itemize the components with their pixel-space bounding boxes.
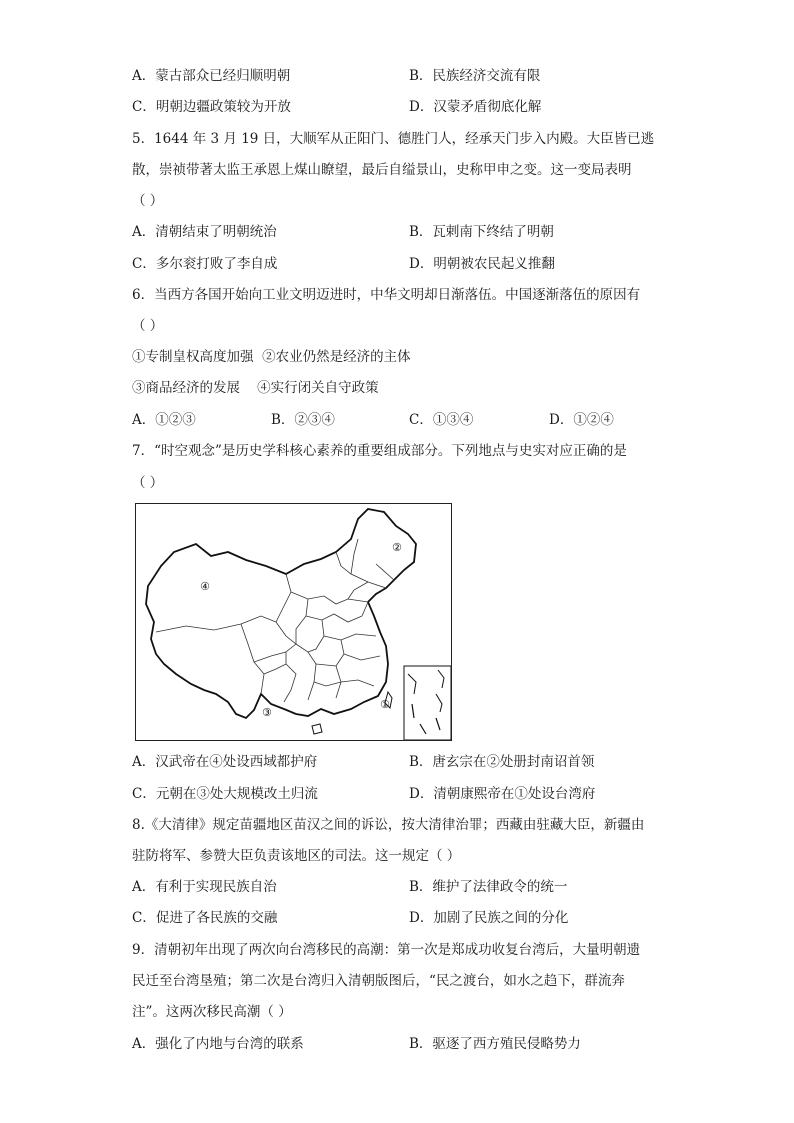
q7-answer-paren: （ ） [132, 475, 164, 491]
q6-answer-paren: （ ） [132, 318, 164, 334]
hainan-island [312, 724, 322, 734]
map-marker-3: ③ [262, 706, 272, 719]
q5-option-a: A．清朝结束了明朝统治 [132, 224, 277, 240]
q6-option-c: C．①③④ [409, 412, 474, 428]
q6-option-b: B．②③④ [271, 412, 335, 428]
south-china-sea-inset [404, 666, 451, 740]
q8-stem-line2: 驻防将军、参赞大臣负责该地区的司法。这一规定（ ） [132, 848, 461, 864]
q7-option-b: B．唐玄宗在②处册封南诏首领 [409, 754, 595, 770]
q9-stem-line1: 9．清朝初年出现了两次向台湾移民的高潮：第一次是郑成功收复台湾后，大量明朝遗 [132, 942, 641, 958]
q5-option-d: D．明朝被农民起义推翻 [409, 256, 555, 272]
china-outline [146, 509, 416, 718]
q8-option-b: B．维护了法律政令的统一 [409, 879, 568, 895]
q5-answer-paren: （ ） [132, 193, 164, 209]
q9-option-b: B．驱逐了西方殖民侵略势力 [409, 1036, 581, 1052]
q4-option-d: D．汉蒙矛盾彻底化解 [409, 99, 542, 115]
q8-option-c: C．促进了各民族的交融 [132, 910, 278, 926]
q5-option-c: C．多尔衮打败了李自成 [132, 256, 278, 272]
q8-option-a: A．有利于实现民族自治 [132, 879, 277, 895]
q5-stem-line1: 5．1644 年 3 月 19 日，大顺军从正阳门、德胜门人，经承天门步入内殿。大臣皆已逃 [132, 131, 655, 147]
q9-stem-line2: 民迁至台湾垦殖；第二次是台湾归入清朝版图后，“民之渡台，如水之趋下，群流奔 [132, 973, 625, 989]
q4-option-c: C．明朝边疆政策较为开放 [132, 99, 291, 115]
q9-option-a: A．强化了内地与台湾的联系 [132, 1036, 304, 1052]
q6-items-line1: ①专制皇权高度加强 ②农业仍然是经济的主体 [132, 349, 411, 365]
map-marker-1: ① [380, 698, 390, 711]
q7-option-c: C．元朝在③处大规模改土归流 [132, 786, 318, 802]
map-marker-2: ② [392, 541, 402, 554]
q9-stem-line3: 注”。这两次移民高潮（ ） [132, 1004, 292, 1020]
q6-items-line2: ③商品经济的发展 ④实行闭关自守政策 [132, 380, 379, 396]
q8-option-d: D．加剧了民族之间的分化 [409, 910, 569, 926]
q4-option-a: A．蒙古部众已经归顺明朝 [132, 68, 291, 84]
china-map-figure [135, 503, 452, 741]
q5-stem-line2: 散，崇祯带著太监王承恩上煤山瞭望，最后自缢景山，史称甲申之变。这一变局表明 [132, 162, 632, 178]
china-map-svg [136, 504, 451, 740]
q7-stem-line1: 7．“时空观念”是历史学科核心素养的重要组成部分。下列地点与史实对应正确的是 [132, 443, 627, 459]
q4-option-b: B．民族经济交流有限 [409, 68, 541, 84]
q6-option-d: D．①②④ [549, 412, 614, 428]
q8-stem-line1: 8.《大清律》规定苗疆地区苗汉之间的诉讼，按大清律治罪；西藏由驻藏大臣，新疆由 [132, 817, 645, 833]
q6-option-a: A．①②③ [132, 412, 196, 428]
map-marker-4: ④ [200, 580, 210, 593]
q7-option-a: A．汉武帝在④处设西域都护府 [132, 754, 318, 770]
q5-option-b: B．瓦剌南下终结了明朝 [409, 224, 554, 240]
q7-option-d: D．清朝康熙帝在①处设台湾府 [409, 786, 596, 802]
q6-stem-line1: 6．当西方各国开始向工业文明迈进时，中华文明却日渐落伍。中国逐渐落伍的原因有 [132, 287, 641, 303]
